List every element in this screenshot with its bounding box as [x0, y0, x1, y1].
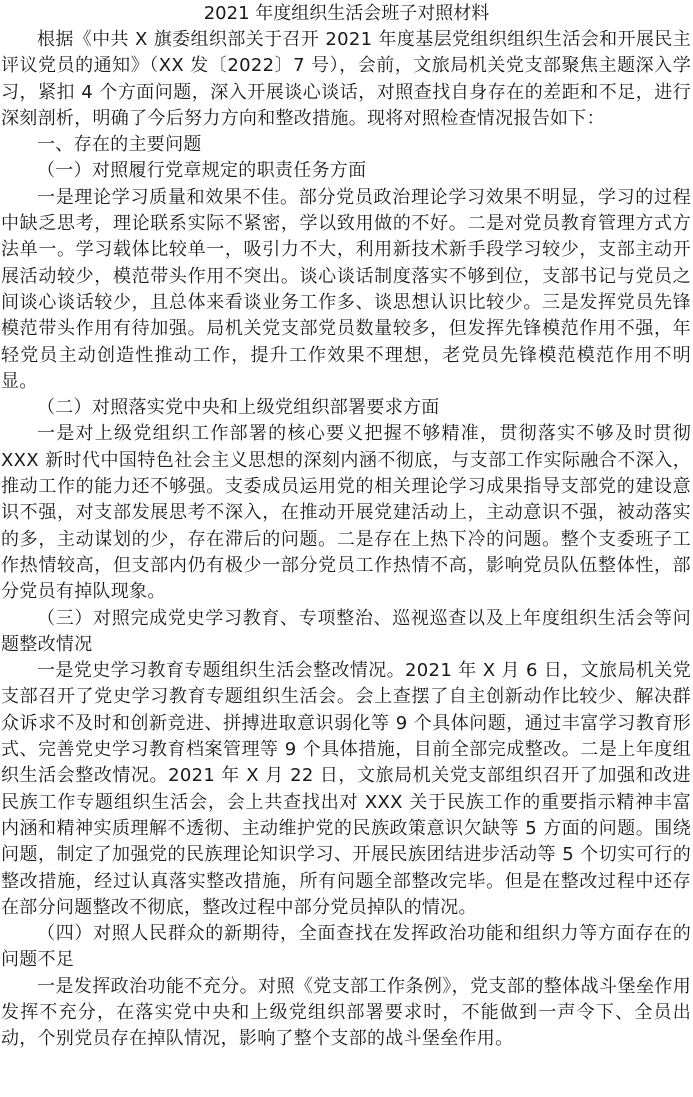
- subsection-body-2: 一是对上级党组织工作部署的核心要义把握不够精准，贯彻落实不够及时贯彻 XXX 新时代中国特色社会主义思想的深刻内涵不彻底，与支部工作实际融合不深入，推动工作的能力还不够强。支委成员运用党的相关理论学习成果指导支部党的建设意识不强，对支部发展思考不深入，在推动开展党建活动上，主动意识不强，被动落实的多，主动谋划的少，存在滞后的问题。二是存在上热下冷的问题。整个支委班子工作热情较高，但支部内仍有极少一部分党员工作热情不高，影响党员队伍整体性，部分党员有掉队现象。: [1, 423, 691, 603]
- document-title: 2021 年度组织生活会班子对照材料: [203, 3, 490, 24]
- intro-paragraph: 根据《中共 X 旗委组织部关于召开 2021 年度基层党组织组织生活会和开展民主评议党员的通知》（XX 发〔2022〕7 号），会前，文旅局机关党支部聚焦主题深入学习，紧扣 4 个方面问题，深入开展谈心谈话，对照查找自身存在的差距和不足，进行深刻剖析，明确了今后努力方向和整改措施。现将对照检查情况报告如下：: [1, 29, 691, 129]
- subsection-body-4: 一是发挥政治功能不充分。对照《党支部工作条例》，党支部的整体战斗堡垒作用发挥不充分，在落实党中央和上级党组织部署要求时，不能做到一声令下、全员出动，个别党员存在掉队情况，影响了整个支部的战斗堡垒作用。: [1, 975, 691, 1050]
- subsection-heading-4: （四）对照人民群众的新期待，全面查找在发挥政治功能和组织力等方面存在的问题不足: [1, 923, 691, 971]
- subsection-heading-1: （一）对照履行党章规定的职责任务方面: [37, 160, 367, 182]
- subsection-body-3: 一是党史学习教育专题组织生活会整改情况。2021 年 X 月 6 日，文旅局机关党支部召开了党史学习教育专题组织生活会。会上查摆了自主创新动作比较少、解决群众诉求不及时和创新竞进、拼搏进取意识弱化等 9 个具体问题，通过丰富学习教育形式、完善党史学习教育档案管理等 9 个具体措施，目前全部完成整改。二是上年度组织生活会整改情况。2021 年 X 月 22 日，文旅局机关党支部组织召开了加强和改进民族工作专题组织生活会，会上共查找出对 XXX 关于民族工作的重要指示精神丰富内涵和精神实质理解不透彻、主动维护党的民族政策意识欠缺等 5 方面的问题。围绕问题，制定了加强党的民族理论知识学习、开展民族团结进步活动等 5 个切实可行的整改措施，经过认真落实整改措施，所有问题全部整改完毕。但是在整改过程中还存在部分问题整改不彻底，整改过程中部分党员掉队的情况。: [1, 660, 691, 918]
- subsection-heading-3: （三）对照完成党史学习教育、专项整治、巡视巡查以及上年度组织生活会等问题整改情况: [1, 607, 691, 655]
- subsection-body-1: 一是理论学习质量和效果不佳。部分党员政治理论学习效果不明显，学习的过程中缺乏思考，理论联系实际不紧密，学以致用做的不好。二是对党员教育管理方式方法单一。学习载体比较单一，吸引力不大，利用新技术新手段学习较少，支部主动开展活动较少，模范带头作用不突出。谈心谈话制度落实不够到位，支部书记与党员之间谈心谈话较少，且总体来看谈业务工作多、谈思想认识比较少。三是发挥党员先锋模范带头作用有待加强。局机关党支部党员数量较多，但发挥先锋模范作用不强，年轻党员主动创造性推动工作，提升工作效果不理想，老党员先锋模范模范作用不明显。: [1, 186, 691, 392]
- subsection-heading-2: （二）对照落实党中央和上级党组织部署要求方面: [37, 397, 440, 419]
- section-heading-problems: 一、存在的主要问题: [37, 134, 202, 156]
